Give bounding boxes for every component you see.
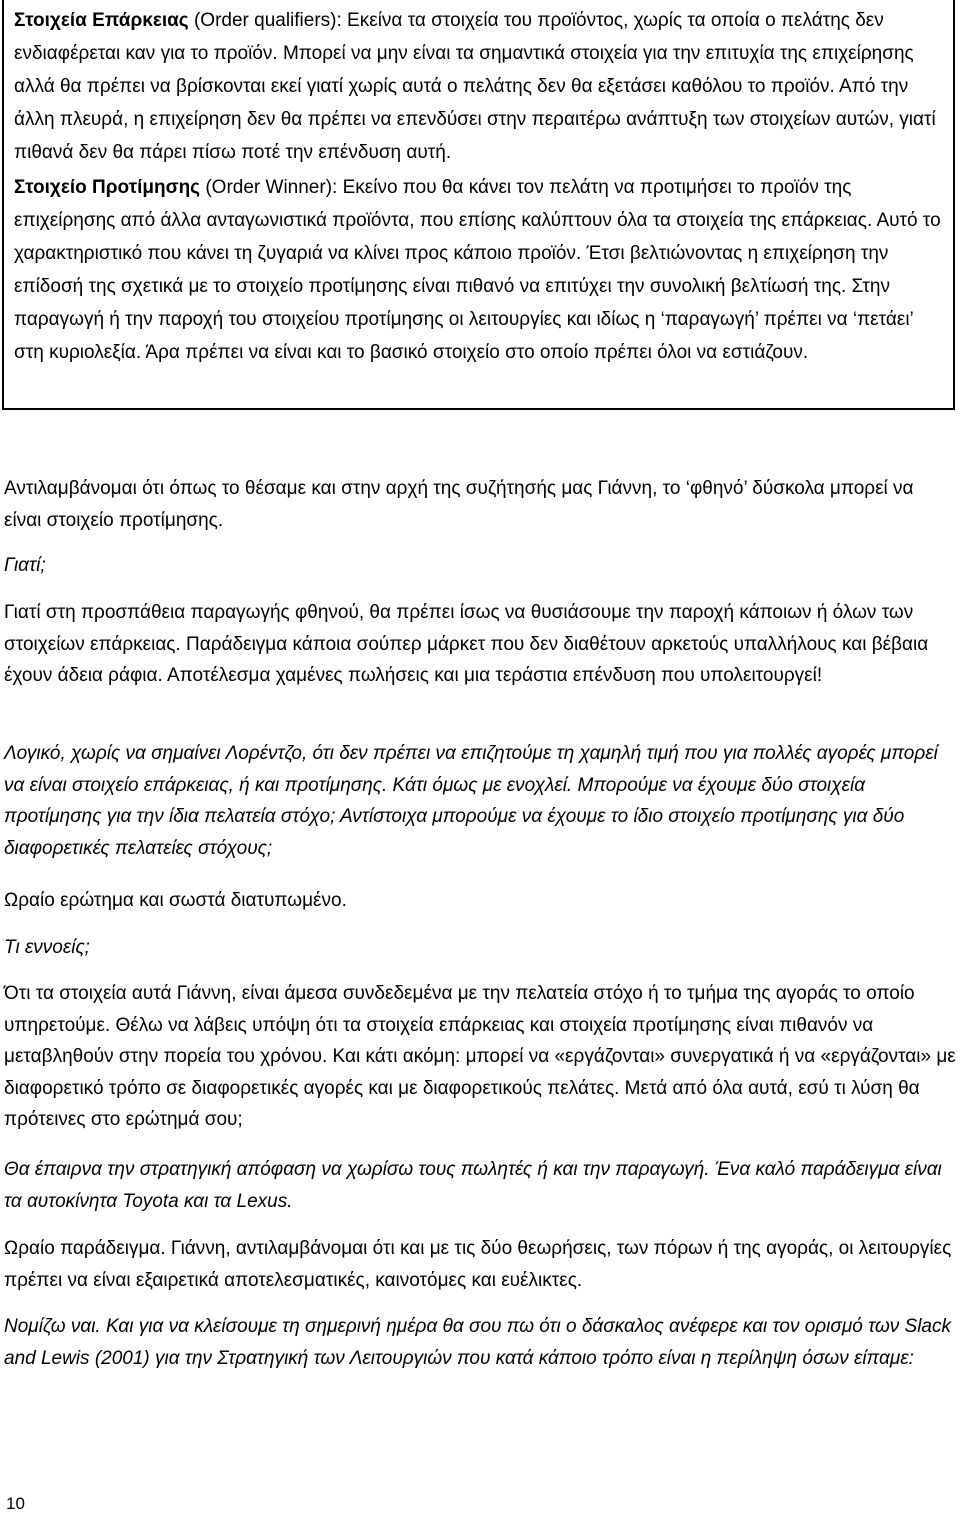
paragraph-10: Νομίζω ναι. Και για να κλείσουμε τη σημερινή ημέρα θα σου πω ότι ο δάσκαλος ανέφερε και τον ορισμό των Slack and Lewis (2001) για την Στρατηγική των Λειτουργιών που κατά κάποιο τρόπο είναι η περίληψη όσων είπαμε: [4,1316,951,1369]
page-number: 10 [6,1494,25,1513]
paragraph-4: Λογικό, χωρίς να σημαίνει Λορέντζο, ότι δεν πρέπει να επιζητούμε τη χαμηλή τιμή που για πολλές αγορές μπορεί να είναι στοιχείο επάρκειας, ή και προτίμησης. Κάτι όμως με ενοχλεί. Μπορούμε να έχουμε δύο στοιχεία προτίμησης για την ίδια πελατεία στόχο; Αντίστοιχα μπορούμε να έχουμε το ίδιο στοιχείο προτίμησης για δύο διαφορετικές πελατείες στόχους; [4,743,938,859]
paragraph-8: Θα έπαιρνα την στρατηγική απόφαση να χωρίσω τους πωλητές ή και την παραγωγή. Ένα καλό παράδειγμα είναι τα αυτοκίνητα Toyota και τα Lexus. [4,1159,942,1212]
order-winner-paragraph [14,171,945,369]
paragraph-2-question: Γιατί; [4,555,46,576]
paragraph-7: Ότι τα στοιχεία αυτά Γιάννη, είναι άμεσα συνδεδεμένα με την πελατεία στόχο ή το τμήμα της αγοράς το οποίο υπηρετούμε. Θέλω να λάβεις υπόψη ότι τα στοιχεία επάρκειας και στοιχεία προτίμησης είναι πιθανόν να μεταβληθούν στην πορεία του χρόνου. Και κάτι ακόμη: μπορεί να «εργάζονται» συνεργατικά ή να «εργάζονται» με διαφορετικό τρόπο σε διαφορετικές αγορές και με διαφορετικούς πελάτες. Μετά από όλα αυτά, εσύ τι λύση θα πρότεινες στο ερώτημά σου; [4,983,956,1130]
paragraph-6-question: Τι εννοείς; [4,937,90,958]
paragraph-5: Ωραίο ερώτημα και σωστά διατυπωμένο. [4,890,347,911]
paragraph-1: Αντιλαμβάνομαι ότι όπως το θέσαμε και στην αρχή της συζήτησής μας Γιάννη, το ‘φθηνό’ δύσκολα μπορεί να είναι στοιχείο προτίμησης. [4,478,914,531]
paragraph-3: Γιατί στη προσπάθεια παραγωγής φθηνού, θα πρέπει ίσως να θυσιάσουμε την παροχή κάποιων ή όλων των στοιχείων επάρκειας. Παράδειγμα κάποια σούπερ μάρκετ που δεν διαθέτουν αρκετούς υπαλλήλους και βέβαια έχουν άδεια ράφια. Αποτέλεσμα χαμένες πωλήσεις και μια τεράστια επένδυση που υπολειτουργεί! [4,602,929,686]
order-qualifiers-paragraph [14,4,945,169]
order-qualifiers-text: (Order qualifiers): Εκείνα τα στοιχεία του προϊόντος, χωρίς τα οποία ο πελάτης δεν ενδιαφέρεται καν για το προϊόν. Μπορεί να μην είναι τα σημαντικά στοιχεία για την επιτυχία της επιχείρησης αλλά θα πρέπει να βρίσκονται εκεί γιατί χωρίς αυτά ο πελάτης δεν θα εξετάσει καθόλου το προϊόν. Από την άλλη πλευρά, η επιχείρηση δεν θα πρέπει να επενδύσει στην περαιτέρω ανάπτυξη των στοιχείων αυτών, γιατί πιθανά δεν θα πάρει πίσω ποτέ την επένδυση αυτή. [14,10,936,163]
definitions-box [2,0,955,410]
order-winner-term: Στοιχείο Προτίμησης [14,177,201,198]
order-qualifiers-term: Στοιχεία Επάρκειας [14,10,189,31]
order-winner-text: (Order Winner): Εκείνο που θα κάνει τον πελάτη να προτιμήσει το προϊόν της επιχείρησης από άλλα ανταγωνιστικά προϊόντα, που επίσης καλύπτουν όλα τα στοιχεία της επάρκειας. Αυτό το χαρακτηριστικό που κάνει τη ζυγαριά να κλίνει προς κάποιο προϊόν. Έτσι βελτιώνοντας η επιχείρηση την επίδοσή της σχετικά με το στοιχείο προτίμησης είναι πιθανό να επιτύχει την συνολική βελτίωσή της. Στην παραγωγή ή την παροχή του στοιχείου προτίμησης οι λειτουργίες και ιδίως η ‘παραγωγή’ πρέπει να ‘πετάει’ στη κυριολεξία. Άρα πρέπει να είναι και το βασικό στοιχείο στο οποίο πρέπει όλοι να εστιάζουν. [14,177,941,363]
paragraph-9: Ωραίο παράδειγμα. Γιάννη, αντιλαμβάνομαι ότι και με τις δύο θεωρήσεις, των πόρων ή της αγοράς, οι λειτουργίες πρέπει να είναι εξαιρετικά αποτελεσματικές, καινοτόμες και ευέλικτες. [4,1238,952,1291]
